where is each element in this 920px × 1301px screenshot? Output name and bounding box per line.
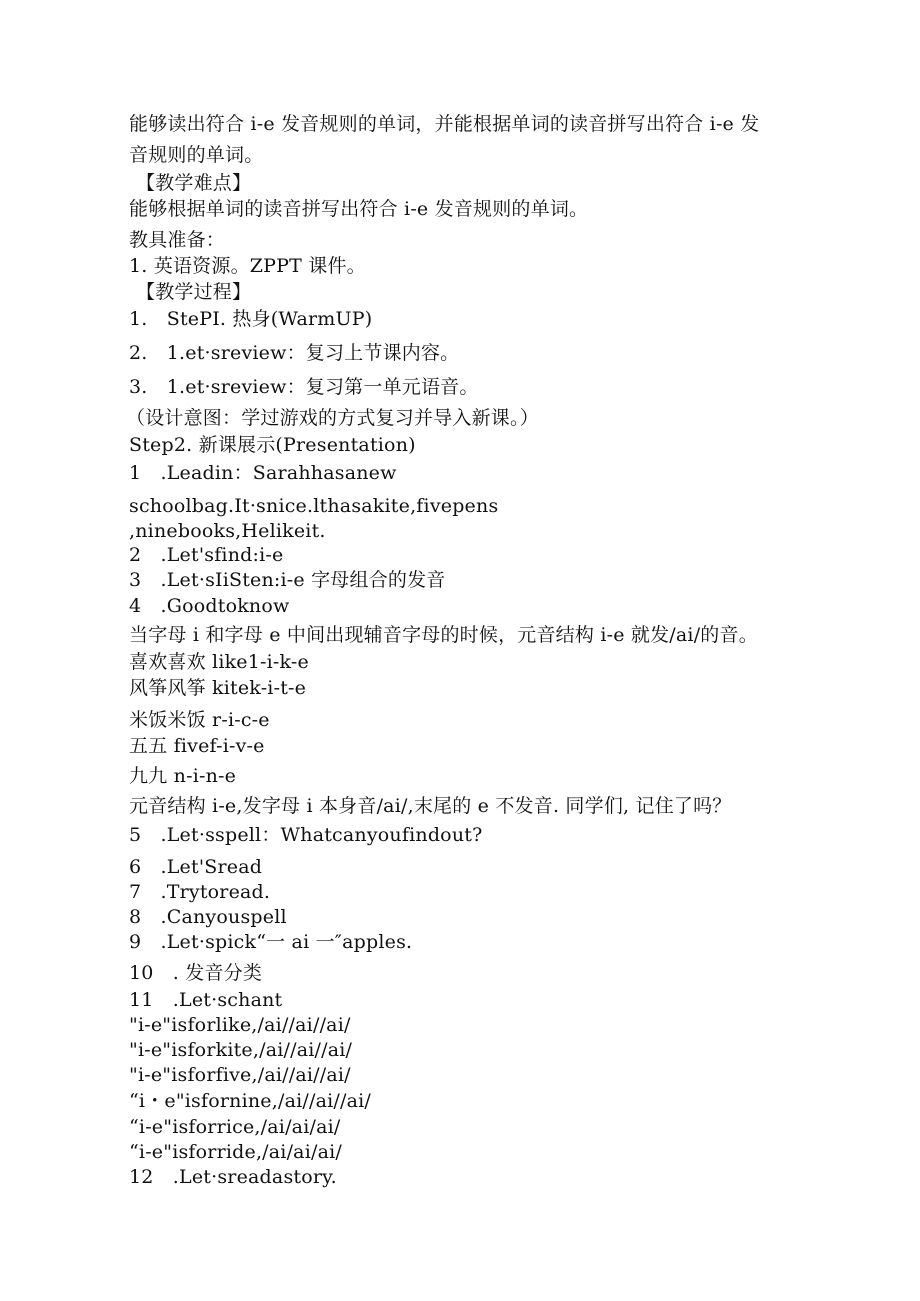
design-intent: （设计意图：学过游戏的方式复习并导入新课。）: [126, 407, 539, 429]
step2-item-9: 9 .Let·spick“一 ai 一″apples.: [129, 931, 413, 953]
example-like: 喜欢喜欢 like1-i-k-e: [129, 651, 309, 673]
materials-item-1: 1. 英语资源。ZPPT 课件。: [129, 255, 366, 277]
step2-item-7: 7 .Trytoread.: [129, 881, 271, 903]
difficulty-heading: 【教学难点】: [136, 172, 252, 194]
step2-item-6: 6 .Let'Sread: [129, 856, 263, 878]
step2-item-1-cont-2: ,ninebooks,Helikeit.: [129, 520, 326, 542]
step2-item-5: 5 .Let·sspell：Whatcanyoufindout?: [129, 824, 483, 846]
chant-line-4: “i・e"isfornine,/ai//ai//ai/: [129, 1090, 372, 1112]
step2-item-12: 12 .Let·sreadastory.: [129, 1166, 337, 1188]
chant-line-5: “i-e"isforrice,/ai/ai/ai/: [129, 1116, 341, 1138]
rule-summary: 元音结构 i-e,发字母 i 本身音/ai/,末尾的 e 不发音. 同学们, 记住了吗？: [129, 795, 732, 817]
step2-item-1: 1 .Leadin：Sarahhasanew: [129, 462, 397, 484]
chant-line-3: "i-e"isforfive,/ai//ai//ai/: [129, 1064, 351, 1086]
process-step-2: 2. 1.et·sreview：复习上节课内容。: [129, 342, 460, 364]
step2-heading: Step2. 新课展示(Presentation): [129, 434, 416, 456]
objective-line-2: 音规则的单词。: [129, 144, 264, 166]
step2-item-1-cont-1: schoolbag.It·snice.lthasakite,fivepens: [129, 495, 499, 517]
process-heading: 【教学过程】: [136, 281, 252, 303]
step2-item-4: 4 .Goodtoknow: [129, 595, 290, 617]
example-kite: 风筝风筝 kitek-i-t-e: [129, 677, 307, 699]
example-five: 五五 fivef-i-v-e: [129, 735, 265, 757]
step2-item-2: 2 .Let'sfind:i-e: [129, 544, 284, 566]
step2-item-11: 11 .Let·schant: [129, 989, 283, 1011]
materials-heading: 教具准备：: [129, 229, 226, 251]
chant-line-2: "i-e"isforkite,/ai//ai//ai/: [129, 1039, 353, 1061]
process-step-3: 3. 1.et·sreview：复习第一单元语音。: [129, 376, 479, 398]
rule-explanation: 当字母 i 和字母 e 中间出现辅音字母的时候，元音结构 i-e 就发/ai/的音。: [129, 624, 758, 646]
step2-item-3: 3 .Let·sIiSten:i-e 字母组合的发音: [129, 569, 446, 591]
step2-item-8: 8 .Canyouspell: [129, 906, 287, 928]
example-rice: 米饭米饭 r-i-c-e: [129, 709, 270, 731]
chant-line-6: “i-e"isforride,/ai/ai/ai/: [129, 1141, 342, 1163]
difficulty-text: 能够根据单词的读音拼写出符合 i-e 发音规则的单词。: [129, 198, 589, 220]
process-step-1: 1. StePI. 热身(WarmUP): [129, 308, 373, 330]
objective-line-1: 能够读出符合 i-e 发音规则的单词，并能根据单词的读音拼写出符合 i-e 发: [129, 113, 760, 135]
step2-item-10: 10 . 发音分类: [129, 962, 263, 984]
example-nine: 九九 n-i-n-e: [129, 765, 237, 787]
chant-line-1: "i-e"isforlike,/ai//ai//ai/: [129, 1014, 351, 1036]
